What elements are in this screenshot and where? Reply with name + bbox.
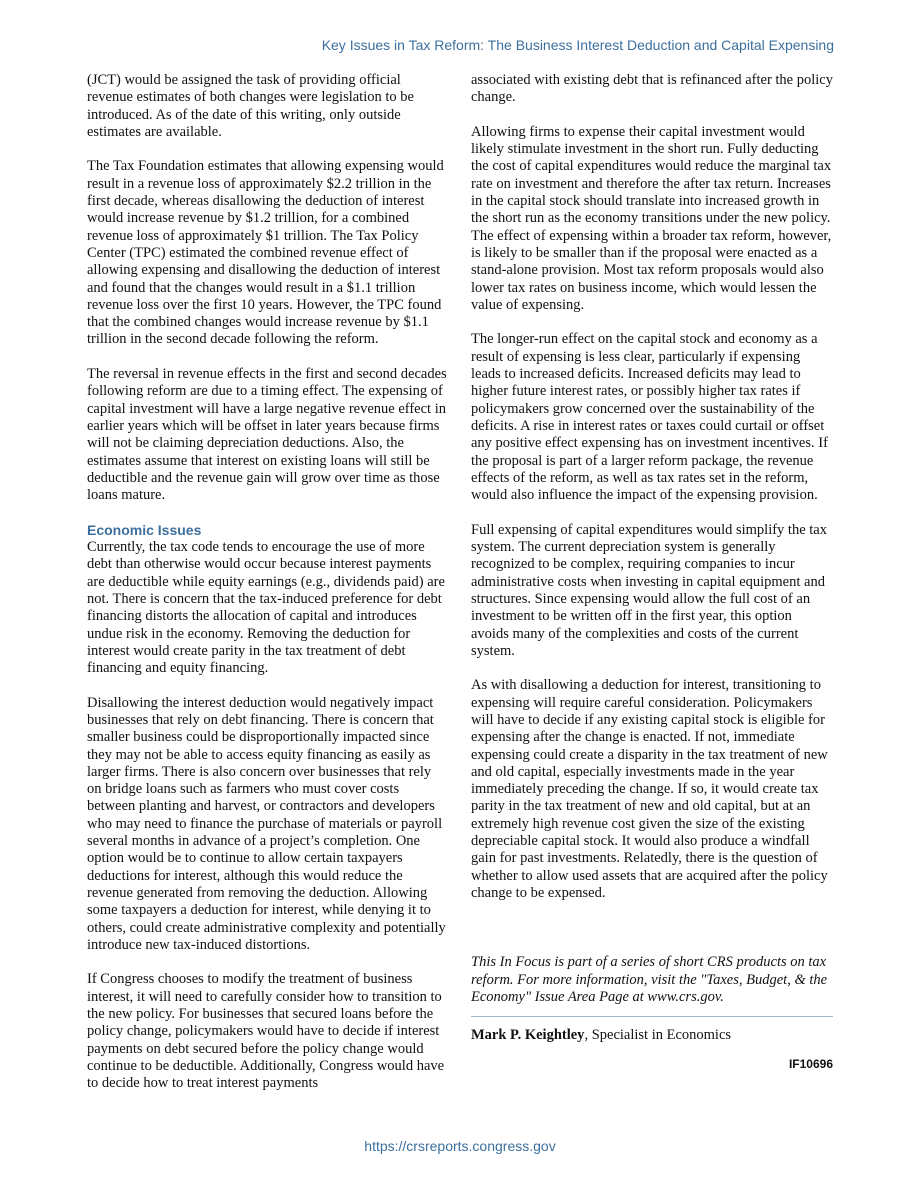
author-title: , Specialist in Economics xyxy=(584,1027,732,1044)
body-paragraph: The Tax Foundation estimates that allowing expensing would result in a revenue loss of approximately $2.2 trillion in the first decade, whereas disallowing the deduction of interest would increase revenue by $1.2 trillion, for a combined revenue loss of approximately $1 trillion. The Tax Policy Center (TPC) estimated the combined revenue effect of allowing expensing and disallowing the deduction of interest and found that the changes would result in a $1.1 trillion revenue loss over the first 10 years. However, the TPC found that the combined changes would increase revenue by $1.1 trillion in the second decade following the reform. xyxy=(87,158,444,348)
body-paragraph: Disallowing the interest deduction would negatively impact businesses that rely on debt financing. There is concern that smaller business could be disproportionally impacted since they may not be able to access equity financing as easily as larger firms. There is also concern over businesses that rely on bridge loans such as farmers who must cover costs between planting and harvest, or contractors and developers who may need to finance the purchase of materials or payroll several months in advance of a project’s completion. One option would be to continue to allow certain taxpayers deductions for interest, although this would reduce the revenue generated from removing the deduction. Allowing some taxpayers a deduction for interest, while denying it to others, could create administrative complexity and potentially introduce new tax-induced distortions. xyxy=(87,694,446,953)
body-paragraph: The reversal in revenue effects in the first and second decades following reform are due to a timing effect. The expensing of capital investment will have a large negative revenue effect in earlier years which will be offset in later years because firms will not be claiming depreciation deductions. Also, the estimates assume that interest on existing loans will still be deductible and the revenue gain will grow over time as those loans mature. xyxy=(87,366,447,504)
section-heading-economic-issues: Economic Issues xyxy=(87,521,202,538)
body-paragraph: (JCT) would be assigned the task of providing official revenue estimates of both changes were legislation to be introduced. As of the date of this writing, only outside estimates are available. xyxy=(87,72,414,140)
running-header-title: Key Issues in Tax Reform: The Business Interest Deduction and Capital Expensing xyxy=(321,37,834,53)
product-id: IF10696 xyxy=(788,1057,833,1072)
in-focus-note: This In Focus is part of a series of short CRS products on tax reform. For more information, visit the "Taxes, Budget, & the Economy" Issue Area Page at www.crs.gov. xyxy=(471,954,828,1005)
author-line xyxy=(471,1027,833,1044)
body-paragraph: Full expensing of capital expenditures would simplify the tax system. The current depreciation system is generally recognized to be complex, requiring companies to incur administrative costs when investing in capital equipment and structures. Since expensing would allow the full cost of an investment to be written off in the first year, this option avoids many of the complexities and costs of the current system. xyxy=(471,521,827,659)
body-paragraph: The longer-run effect on the capital stock and economy as a result of expensing is less clear, particularly if expensing leads to increased deficits. Increased deficits may lead to higher future interest rates, or possibly higher tax rates if policymakers grow concerned over the sustainability of the deficits. A rise in interest rates or taxes could curtail or offset any positive effect expensing has on investment incentives. If the proposal is part of a larger reform package, the revenue effects of the reform, as well as tax rates set in the reform, would also influence the impact of the expensing provision. xyxy=(471,331,828,504)
body-paragraph: Currently, the tax code tends to encourage the use of more debt than otherwise would occur because interest payments are deductible while equity earnings (e.g., dividends paid) are not. There is concern that the tax-induced preference for debt financing distorts the allocation of capital and introduces undue risk in the economy. Removing the deduction for interest would create parity in the tax treatment of debt financing and equity financing. xyxy=(87,539,445,677)
right-column xyxy=(471,72,833,1074)
author-name: Mark P. Keightley xyxy=(471,1027,585,1044)
body-paragraph: If Congress chooses to modify the treatment of business interest, it will need to carefully consider how to transition to the new policy. For businesses that secured loans before the policy change, policymakers would have to decide if interest payments on debt secured before the policy change would continue to be deductible. Additionally, Congress would have to decide how to treat interest payments xyxy=(87,971,445,1092)
body-paragraph: associated with existing debt that is refinanced after the policy change. xyxy=(471,72,833,106)
body-paragraph: Allowing firms to expense their capital investment would likely stimulate investment in the short run. Fully deducting the cost of capital expenditures would reduce the marginal tax rate on investment and therefore the after tax return. Increases in the capital stock should translate into increased growth in the short run as the economy transitions under the new policy. The effect of expensing within a broader tax reform, however, is likely to be smaller than if the proposal were enacted as a stand-alone provision. Most tax reform proposals would also lower tax rates on business income, which would lessen the value of expensing. xyxy=(471,123,832,313)
body-paragraph: As with disallowing a deduction for interest, transitioning to expensing will require careful consideration. Policymakers will have to decide if any existing capital stock is eligible for expensing after the change is enacted. If not, immediate expensing could create a disparity in the tax treatment of new and old capital, especially investments made in the year immediately preceding the change. If so, it would create tax parity in the tax treatment of new and old capital, but at an extremely high revenue cost given the size of the existing depreciable capital stock. It would also produce a windfall gain for past investments. Relatedly, there is the question of whether to allow used assets that are acquired after the policy change to be expensed. xyxy=(471,677,828,901)
left-column xyxy=(87,72,449,1093)
divider-rule xyxy=(471,1016,833,1017)
footer-url-link[interactable]: https://crsreports.congress.gov xyxy=(364,1138,556,1154)
